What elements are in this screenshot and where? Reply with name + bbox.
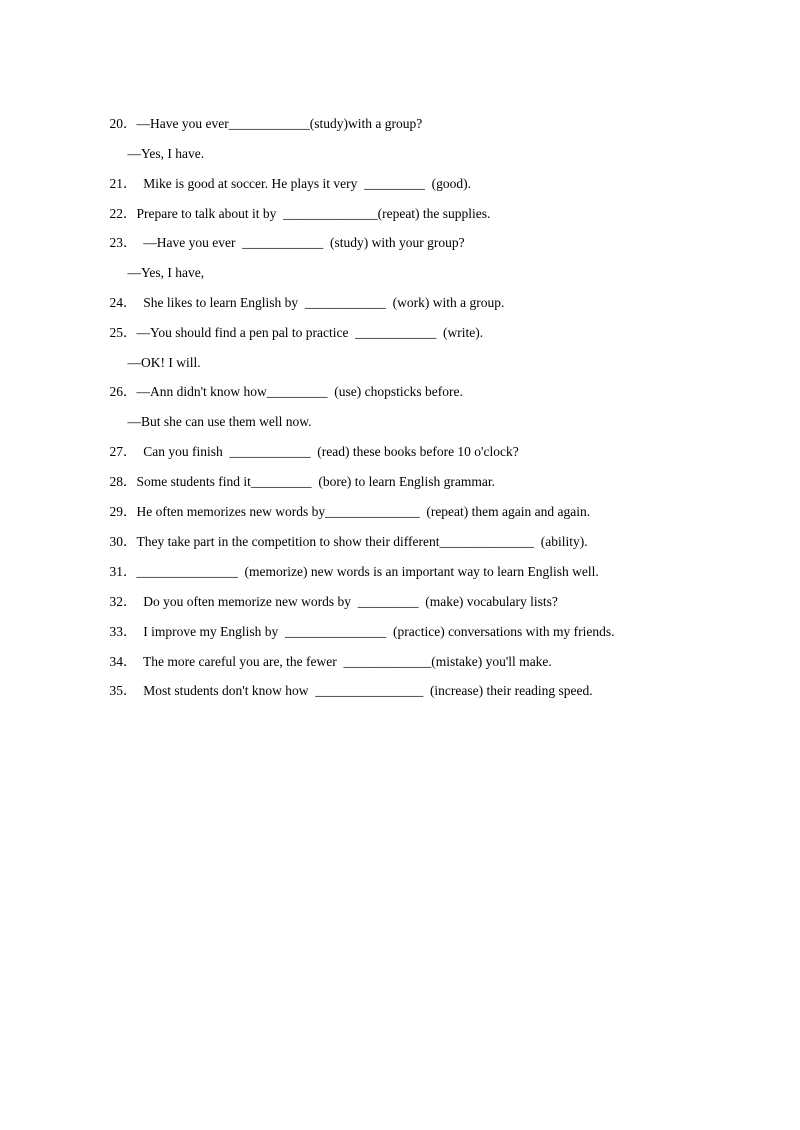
- question-text: _______________ (memorize) new words is an important way to learn English well.: [136, 564, 599, 579]
- question-text: Prepare to talk about it by ______________(repeat) the supplies.: [136, 206, 491, 221]
- question-number: 30．: [109, 534, 137, 549]
- dialogue-text: —OK! I will.: [127, 355, 201, 370]
- dialogue-text: —Yes, I have,: [127, 265, 205, 280]
- question-35: [96, 664, 593, 718]
- question-number: 34．: [109, 654, 137, 669]
- question-text: She likes to learn English by ____________ (work) with a group.: [136, 295, 505, 310]
- question-text: Can you finish ____________ (read) these books before 10 o'clock?: [136, 444, 519, 459]
- question-text: —Ann didn't know how_________ (use) chopsticks before.: [136, 384, 463, 399]
- question-number: 21．: [109, 176, 137, 191]
- question-number: 28．: [109, 474, 137, 489]
- question-text: Do you often memorize new words by _________ (make) vocabulary lists?: [136, 594, 558, 609]
- question-text: —You should find a pen pal to practice ____________ (write).: [136, 325, 484, 340]
- question-number: 23．: [109, 235, 137, 250]
- question-text: He often memorizes new words by______________ (repeat) them again and again.: [136, 504, 591, 519]
- question-text: —Have you ever ____________ (study) with your group?: [136, 235, 465, 250]
- question-text: The more careful you are, the fewer _____________(mistake) you'll make.: [136, 654, 552, 669]
- question-number: 35．: [109, 683, 137, 698]
- dialogue-text: —But she can use them well now.: [127, 414, 312, 429]
- question-number: 26．: [109, 384, 137, 399]
- dialogue-text: —Yes, I have.: [127, 146, 205, 161]
- question-number: 31．: [109, 564, 137, 579]
- question-text: I improve my English by _______________ (practice) conversations with my friends.: [136, 624, 615, 639]
- question-text: —Have you ever____________(study)with a group?: [136, 116, 423, 131]
- question-text: Some students find it_________ (bore) to learn English grammar.: [136, 474, 495, 489]
- question-number: 33．: [109, 624, 137, 639]
- question-text: Mike is good at soccer. He plays it very _________ (good).: [136, 176, 471, 191]
- question-number: 25．: [109, 325, 137, 340]
- question-number: 22．: [109, 206, 137, 221]
- question-number: 32．: [109, 594, 137, 609]
- question-text: Most students don't know how ________________ (increase) their reading speed.: [136, 683, 593, 698]
- question-number: 24．: [109, 295, 137, 310]
- question-number: 29．: [109, 504, 137, 519]
- question-number: 27．: [109, 444, 137, 459]
- question-text: They take part in the competition to show their different______________ (ability).: [136, 534, 588, 549]
- question-number: 20．: [109, 116, 137, 131]
